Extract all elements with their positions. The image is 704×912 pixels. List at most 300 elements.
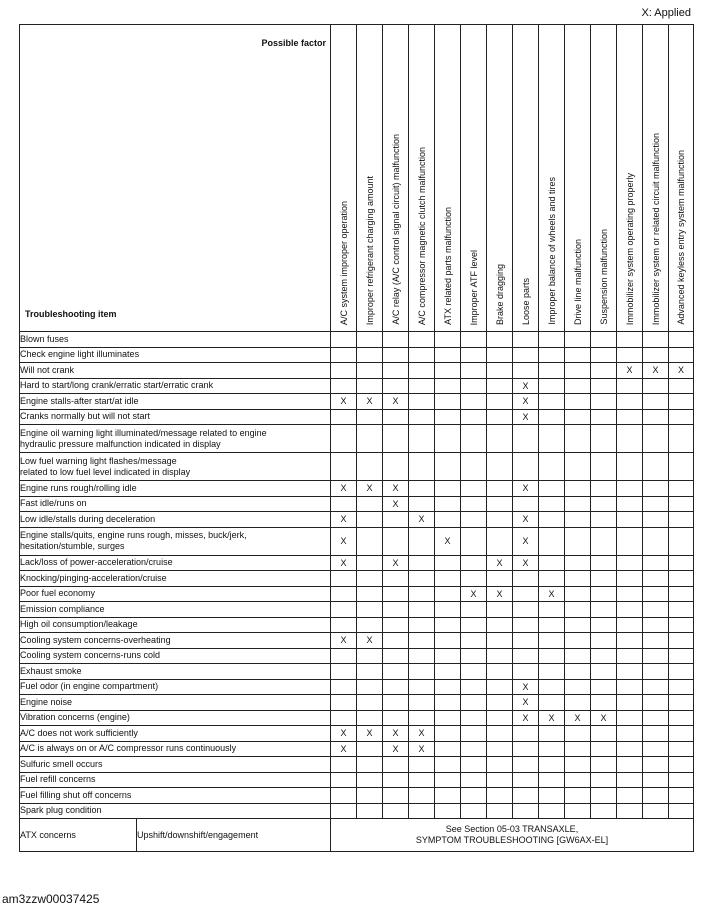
applied-mark-cell — [461, 803, 487, 819]
applied-mark-cell — [591, 332, 617, 348]
table-row — [20, 772, 694, 788]
applied-mark-cell — [487, 664, 513, 680]
applied-mark-cell — [409, 602, 435, 618]
applied-mark-cell: X — [513, 378, 539, 394]
applied-mark-cell — [435, 695, 461, 711]
applied-mark-cell — [669, 394, 694, 410]
applied-mark-cell — [565, 332, 591, 348]
applied-mark-cell — [357, 710, 383, 726]
applied-mark-cell — [487, 512, 513, 528]
applied-mark-cell: X — [513, 512, 539, 528]
applied-mark-cell — [357, 757, 383, 773]
applied-mark-cell — [539, 555, 565, 571]
applied-mark-cell — [461, 695, 487, 711]
applied-mark-cell — [461, 409, 487, 425]
applied-mark-cell — [409, 453, 435, 481]
applied-mark-cell — [487, 363, 513, 379]
applied-mark-cell — [357, 363, 383, 379]
applied-mark-cell — [617, 648, 643, 664]
table-row — [20, 571, 694, 587]
applied-mark-cell — [409, 394, 435, 410]
applied-mark-cell — [331, 378, 357, 394]
applied-mark-cell — [643, 788, 669, 804]
troubleshooting-item-cell: Hard to start/long crank/erratic start/erratic crank — [20, 378, 331, 394]
applied-mark-cell — [591, 453, 617, 481]
factor-column-label: Improper balance of wheels and tires — [546, 177, 557, 325]
troubleshooting-item-cell: A/C is always on or A/C compressor runs continuously — [20, 741, 331, 757]
applied-mark-cell: X — [331, 741, 357, 757]
applied-mark-cell — [409, 571, 435, 587]
applied-mark-cell — [513, 648, 539, 664]
factor-column-label: Immobilizer system operating properly — [624, 172, 635, 325]
applied-mark-cell — [591, 617, 617, 633]
applied-mark-cell — [357, 648, 383, 664]
applied-mark-cell — [435, 772, 461, 788]
applied-mark-cell — [383, 664, 409, 680]
applied-mark-cell — [539, 695, 565, 711]
troubleshooting-item-cell: Engine stalls-after start/at idle — [20, 394, 331, 410]
troubleshooting-item-cell: Blown fuses — [20, 332, 331, 348]
applied-mark-cell — [565, 394, 591, 410]
applied-mark-cell — [539, 425, 565, 453]
applied-mark-cell — [487, 527, 513, 555]
applied-mark-cell — [669, 527, 694, 555]
troubleshooting-item-cell: Poor fuel economy — [20, 586, 331, 602]
applied-mark-cell — [617, 695, 643, 711]
applied-mark-cell — [435, 409, 461, 425]
applied-mark-cell — [513, 788, 539, 804]
table-row — [20, 527, 694, 555]
applied-mark-cell — [539, 453, 565, 481]
applied-mark-cell — [539, 332, 565, 348]
applied-mark-cell — [617, 481, 643, 497]
troubleshooting-item-cell: Engine runs rough/rolling idle — [20, 481, 331, 497]
applied-mark-cell — [513, 363, 539, 379]
applied-mark-cell — [539, 496, 565, 512]
troubleshooting-item-cell: Low idle/stalls during deceleration — [20, 512, 331, 528]
applied-mark-cell — [643, 602, 669, 618]
applied-mark-cell — [409, 555, 435, 571]
applied-mark-cell — [565, 496, 591, 512]
applied-mark-cell — [565, 648, 591, 664]
troubleshooting-item-cell: Engine noise — [20, 695, 331, 711]
applied-mark-cell — [435, 512, 461, 528]
table-row — [20, 555, 694, 571]
applied-mark-cell — [409, 527, 435, 555]
applied-mark-cell — [539, 481, 565, 497]
applied-mark-cell — [591, 633, 617, 649]
applied-mark-cell — [591, 788, 617, 804]
applied-mark-cell — [331, 664, 357, 680]
applied-mark-cell — [591, 772, 617, 788]
applied-mark-cell — [669, 571, 694, 587]
table-row — [20, 617, 694, 633]
applied-mark-cell — [331, 757, 357, 773]
footer-item-cell: ATX concerns — [20, 819, 137, 852]
applied-mark-cell — [643, 695, 669, 711]
troubleshooting-item-cell: Engine oil warning light illuminated/message related to engine hydraulic pressure malfunction indicated in display — [20, 425, 331, 453]
applied-mark-cell — [565, 772, 591, 788]
applied-mark-cell — [435, 481, 461, 497]
applied-mark-cell — [565, 788, 591, 804]
applied-mark-cell — [513, 664, 539, 680]
applied-mark-cell — [409, 664, 435, 680]
applied-mark-cell — [383, 788, 409, 804]
applied-mark-cell — [383, 425, 409, 453]
applied-mark-cell — [435, 664, 461, 680]
applied-mark-cell — [435, 633, 461, 649]
figure-id-caption: am3zzw00037425 — [2, 892, 100, 906]
table-row — [20, 347, 694, 363]
applied-mark-cell — [539, 679, 565, 695]
troubleshooting-item-cell: Will not crank — [20, 363, 331, 379]
troubleshooting-item-cell: Lack/loss of power-acceleration/cruise — [20, 555, 331, 571]
applied-mark-cell — [669, 378, 694, 394]
applied-mark-cell — [357, 772, 383, 788]
applied-mark-cell — [643, 571, 669, 587]
applied-mark-cell — [669, 409, 694, 425]
applied-mark-cell — [643, 772, 669, 788]
troubleshooting-item-cell: Check engine light illuminates — [20, 347, 331, 363]
applied-mark-cell — [513, 496, 539, 512]
factor-column-label: A/C relay (A/C control signal circuit) malfunction — [390, 134, 401, 325]
applied-mark-cell — [461, 425, 487, 453]
applied-mark-cell — [383, 633, 409, 649]
applied-mark-cell — [643, 710, 669, 726]
applied-mark-cell — [617, 555, 643, 571]
applied-mark-cell — [461, 648, 487, 664]
applied-mark-cell: X — [357, 394, 383, 410]
applied-mark-cell — [487, 332, 513, 348]
applied-mark-cell: X — [539, 710, 565, 726]
table-row — [20, 788, 694, 804]
factor-column-label: Improper refrigerant charging amount — [364, 175, 375, 325]
applied-mark-cell — [643, 512, 669, 528]
applied-mark-cell — [331, 409, 357, 425]
applied-mark-cell: X — [331, 633, 357, 649]
applied-mark-cell — [643, 617, 669, 633]
factor-column-header — [565, 25, 591, 332]
applied-mark-cell — [669, 481, 694, 497]
applied-mark-cell — [643, 803, 669, 819]
factor-column-label: Brake dragging — [494, 263, 505, 325]
applied-mark-cell: X — [565, 710, 591, 726]
table-row — [20, 803, 694, 819]
applied-mark-cell: X — [513, 555, 539, 571]
applied-mark-cell — [565, 695, 591, 711]
applied-mark-cell — [383, 679, 409, 695]
applied-mark-cell — [643, 527, 669, 555]
applied-mark-cell — [357, 496, 383, 512]
applied-mark-cell — [435, 788, 461, 804]
applied-mark-cell — [357, 453, 383, 481]
applied-mark-cell — [461, 726, 487, 742]
applied-mark-cell — [409, 409, 435, 425]
applied-mark-cell: X — [357, 726, 383, 742]
applied-mark-cell — [669, 602, 694, 618]
factor-column-header — [669, 25, 694, 332]
factor-column-header — [435, 25, 461, 332]
applied-mark-cell — [409, 496, 435, 512]
applied-mark-cell — [461, 741, 487, 757]
applied-mark-cell — [383, 602, 409, 618]
applied-mark-cell — [331, 571, 357, 587]
applied-mark-cell — [565, 527, 591, 555]
applied-mark-cell — [617, 394, 643, 410]
table-row — [20, 726, 694, 742]
applied-mark-cell: X — [409, 512, 435, 528]
applied-mark-cell — [513, 571, 539, 587]
applied-mark-cell — [461, 527, 487, 555]
applied-mark-cell — [513, 453, 539, 481]
table-row — [20, 332, 694, 348]
troubleshooting-item-cell: Engine stalls/quits, engine runs rough, misses, buck/jerk, hesitation/stumble, surges — [20, 527, 331, 555]
footer-sub-cell: Upshift/downshift/engagement — [137, 819, 331, 852]
applied-mark-cell — [357, 679, 383, 695]
applied-mark-cell — [513, 757, 539, 773]
applied-mark-cell — [643, 332, 669, 348]
applied-mark-cell — [487, 425, 513, 453]
factor-column-label: A/C compressor magnetic clutch malfunction — [416, 146, 427, 325]
applied-mark-cell — [435, 394, 461, 410]
troubleshooting-item-cell: Exhaust smoke — [20, 664, 331, 680]
applied-mark-cell — [383, 803, 409, 819]
applied-mark-cell — [383, 772, 409, 788]
applied-mark-cell — [565, 571, 591, 587]
factor-column-header — [643, 25, 669, 332]
applied-mark-cell — [487, 617, 513, 633]
applied-mark-cell — [539, 648, 565, 664]
troubleshooting-table — [19, 24, 694, 852]
applied-mark-cell — [617, 633, 643, 649]
applied-mark-cell — [565, 409, 591, 425]
applied-mark-cell — [331, 803, 357, 819]
applied-mark-cell — [383, 332, 409, 348]
applied-mark-cell — [357, 803, 383, 819]
applied-mark-cell — [357, 378, 383, 394]
applied-mark-cell — [487, 788, 513, 804]
applied-mark-cell — [539, 378, 565, 394]
table-row — [20, 425, 694, 453]
troubleshooting-item-cell: Spark plug condition — [20, 803, 331, 819]
applied-mark-cell — [435, 571, 461, 587]
applied-mark-cell — [409, 378, 435, 394]
table-row — [20, 757, 694, 773]
applied-mark-cell — [669, 347, 694, 363]
applied-mark-cell — [643, 555, 669, 571]
applied-mark-cell — [591, 527, 617, 555]
applied-mark-cell — [331, 496, 357, 512]
applied-mark-cell — [591, 757, 617, 773]
applied-mark-cell: X — [383, 741, 409, 757]
applied-mark-cell — [591, 586, 617, 602]
applied-mark-cell — [435, 710, 461, 726]
applied-mark-cell — [513, 586, 539, 602]
applied-mark-cell — [435, 757, 461, 773]
applied-mark-cell — [617, 788, 643, 804]
applied-mark-cell — [513, 602, 539, 618]
applied-mark-cell — [461, 363, 487, 379]
table-row — [20, 710, 694, 726]
applied-mark-cell — [669, 453, 694, 481]
applied-mark-cell — [383, 617, 409, 633]
applied-mark-cell — [331, 363, 357, 379]
applied-mark-cell — [617, 512, 643, 528]
applied-mark-cell — [513, 425, 539, 453]
factor-column-label: Advanced keyless entry system malfunction — [676, 150, 686, 325]
table-row — [20, 394, 694, 410]
applied-mark-cell — [461, 602, 487, 618]
factor-column-header — [409, 25, 435, 332]
applied-mark-cell — [357, 788, 383, 804]
applied-mark-cell — [565, 803, 591, 819]
applied-mark-cell — [461, 679, 487, 695]
applied-mark-cell — [383, 347, 409, 363]
applied-mark-cell — [539, 633, 565, 649]
applied-mark-cell: X — [331, 512, 357, 528]
applied-mark-cell — [409, 425, 435, 453]
applied-mark-cell — [591, 648, 617, 664]
applied-mark-cell — [617, 602, 643, 618]
applied-mark-cell — [331, 332, 357, 348]
table-row — [20, 679, 694, 695]
applied-mark-cell — [461, 710, 487, 726]
troubleshooting-item-cell: Fast idle/runs on — [20, 496, 331, 512]
footer-row — [20, 819, 694, 852]
applied-mark-cell: X — [513, 695, 539, 711]
applied-mark-cell — [643, 425, 669, 453]
applied-mark-cell — [565, 602, 591, 618]
applied-mark-cell — [539, 394, 565, 410]
factor-column-header — [617, 25, 643, 332]
applied-mark-cell — [383, 378, 409, 394]
applied-mark-cell — [669, 726, 694, 742]
applied-mark-cell — [643, 741, 669, 757]
applied-mark-cell — [513, 617, 539, 633]
troubleshooting-item-cell: Emission compliance — [20, 602, 331, 618]
applied-mark-cell — [539, 527, 565, 555]
applied-mark-cell — [565, 726, 591, 742]
applied-mark-cell — [513, 803, 539, 819]
applied-mark-cell: X — [409, 726, 435, 742]
applied-mark-cell — [383, 571, 409, 587]
applied-mark-cell: X — [513, 409, 539, 425]
applied-mark-cell — [643, 481, 669, 497]
applied-mark-cell — [643, 496, 669, 512]
applied-mark-cell — [383, 586, 409, 602]
applied-mark-cell — [331, 788, 357, 804]
applied-mark-cell — [591, 512, 617, 528]
troubleshooting-item-label: Troubleshooting item — [25, 309, 117, 319]
applied-mark-cell — [669, 648, 694, 664]
applied-mark-cell — [539, 788, 565, 804]
applied-mark-cell — [461, 512, 487, 528]
applied-mark-cell — [461, 633, 487, 649]
applied-mark-cell — [409, 803, 435, 819]
applied-mark-cell — [617, 617, 643, 633]
applied-mark-cell — [461, 555, 487, 571]
applied-mark-cell — [565, 617, 591, 633]
applied-mark-cell — [357, 332, 383, 348]
applied-mark-cell — [513, 741, 539, 757]
applied-mark-cell — [539, 602, 565, 618]
applied-mark-cell — [669, 555, 694, 571]
applied-mark-cell — [617, 726, 643, 742]
applied-mark-cell — [643, 679, 669, 695]
factor-column-header — [513, 25, 539, 332]
possible-factor-label: Possible factor — [261, 38, 326, 48]
applied-mark-cell — [539, 571, 565, 587]
applied-mark-cell — [539, 664, 565, 680]
footer-note-line1: See Section 05-03 TRANSAXLE, — [445, 824, 579, 834]
applied-mark-cell — [357, 425, 383, 453]
applied-mark-cell — [617, 378, 643, 394]
factor-column-label: Immobilizer system or related circuit malfunction — [650, 132, 661, 325]
applied-mark-cell — [357, 695, 383, 711]
applied-mark-cell — [565, 586, 591, 602]
applied-mark-cell — [409, 332, 435, 348]
applied-mark-cell — [487, 648, 513, 664]
applied-mark-cell — [409, 347, 435, 363]
applied-mark-cell — [591, 803, 617, 819]
applied-mark-cell — [591, 602, 617, 618]
applied-mark-cell: X — [383, 555, 409, 571]
table-row — [20, 633, 694, 649]
applied-mark-cell — [383, 363, 409, 379]
applied-mark-cell: X — [435, 527, 461, 555]
applied-mark-cell — [357, 512, 383, 528]
applied-mark-cell — [591, 741, 617, 757]
applied-mark-cell — [669, 617, 694, 633]
applied-mark-cell: X — [383, 394, 409, 410]
applied-mark-cell — [331, 586, 357, 602]
applied-mark-cell — [331, 347, 357, 363]
applied-mark-cell — [331, 648, 357, 664]
applied-mark-cell — [591, 425, 617, 453]
applied-mark-cell — [539, 772, 565, 788]
applied-mark-cell — [435, 496, 461, 512]
applied-mark-cell — [487, 571, 513, 587]
applied-mark-cell — [617, 757, 643, 773]
applied-mark-cell — [357, 409, 383, 425]
applied-mark-cell — [565, 664, 591, 680]
factor-column-header — [539, 25, 565, 332]
applied-mark-cell — [591, 481, 617, 497]
applied-mark-cell — [591, 363, 617, 379]
applied-mark-cell — [487, 481, 513, 497]
applied-mark-cell — [617, 347, 643, 363]
applied-mark-cell — [565, 425, 591, 453]
applied-mark-cell — [461, 347, 487, 363]
table-row — [20, 648, 694, 664]
applied-mark-cell — [409, 695, 435, 711]
applied-mark-cell — [461, 378, 487, 394]
applied-mark-cell — [487, 710, 513, 726]
applied-mark-cell — [331, 679, 357, 695]
header-row — [20, 25, 694, 332]
applied-mark-cell — [435, 453, 461, 481]
applied-mark-cell: X — [331, 555, 357, 571]
factor-column-label: A/C system improper operation — [338, 200, 349, 325]
applied-mark-cell — [643, 378, 669, 394]
troubleshooting-item-cell: Fuel filling shut off concerns — [20, 788, 331, 804]
table-row — [20, 409, 694, 425]
applied-mark-cell — [383, 409, 409, 425]
applied-mark-cell: X — [513, 679, 539, 695]
applied-mark-cell — [591, 347, 617, 363]
applied-mark-cell — [409, 710, 435, 726]
applied-mark-cell — [383, 695, 409, 711]
